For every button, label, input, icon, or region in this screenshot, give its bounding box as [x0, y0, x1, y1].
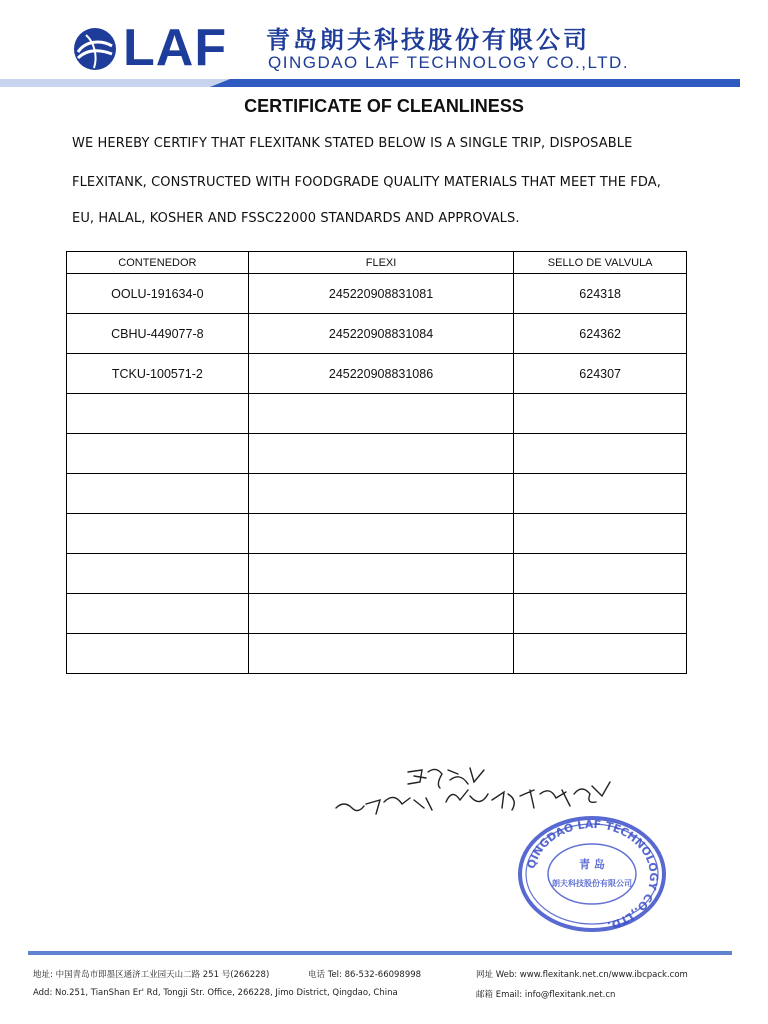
cell-flexi: 245220908831084 — [248, 314, 514, 354]
company-seal-stamp — [514, 812, 670, 934]
table-row — [67, 394, 687, 434]
flexitank-table — [66, 251, 687, 674]
cell-sello: 624307 — [514, 354, 687, 394]
cell-sello — [514, 394, 687, 434]
cell-flexi — [248, 434, 514, 474]
cell-sello — [514, 474, 687, 514]
cell-sello — [514, 434, 687, 474]
globe-logo-icon — [72, 26, 118, 72]
cell-contenedor — [67, 594, 249, 634]
cell-sello: 624318 — [514, 274, 687, 314]
cell-contenedor — [67, 634, 249, 674]
cell-sello — [514, 634, 687, 674]
cell-flexi — [248, 594, 514, 634]
cell-sello: 624362 — [514, 314, 687, 354]
footer-website: 网址 Web: www.flexitank.net.cn/www.ibcpack.com — [476, 970, 688, 980]
cell-sello — [514, 514, 687, 554]
cell-contenedor — [67, 434, 249, 474]
svg-text:青 岛: 青 岛 — [579, 858, 605, 871]
column-header-flexi: FLEXI — [248, 252, 514, 274]
table-row — [67, 634, 687, 674]
table-row — [67, 274, 687, 314]
cell-contenedor — [67, 554, 249, 594]
svg-text:QINGDAO LAF TECHNOLOGY CO.,LTD: QINGDAO LAF TECHNOLOGY CO.,LTD. — [524, 817, 661, 933]
footer-telephone: 电话 Tel: 86-532-66098998 — [308, 970, 422, 980]
document-title: CERTIFICATE OF CLEANLINESS — [244, 96, 524, 116]
cell-contenedor — [67, 514, 249, 554]
footer-address-en: Add: No.251, TianShan Er' Rd, Tongji Str. Office, 266228, Jimo District, Qingdao, China — [33, 988, 398, 998]
cell-flexi: 245220908831081 — [248, 274, 514, 314]
column-header-contenedor: CONTENEDOR — [67, 252, 249, 274]
company-name-en: QINGDAO LAF TECHNOLOGY CO.,LTD. — [268, 53, 630, 72]
logo-wordmark: LAF — [123, 19, 228, 77]
certification-line-3: EU, HALAL, KOSHER AND FSSC22000 STANDARDS AND APPROVALS. — [72, 211, 520, 226]
certification-line-2: FLEXITANK, CONSTRUCTED WITH FOODGRADE QUALITY MATERIALS THAT MEET THE FDA, — [72, 175, 661, 190]
cell-contenedor: TCKU-100571-2 — [67, 354, 249, 394]
table-row — [67, 434, 687, 474]
footer-address-cn: 地址: 中国青岛市即墨区通济工业园天山二路 251 号(266228) — [33, 970, 270, 980]
cell-flexi — [248, 514, 514, 554]
table-header-row — [67, 252, 687, 274]
cell-flexi: 245220908831086 — [248, 354, 514, 394]
table-row — [67, 314, 687, 354]
cell-contenedor: OOLU-191634-0 — [67, 274, 249, 314]
cell-flexi — [248, 634, 514, 674]
cell-contenedor: CBHU-449077-8 — [67, 314, 249, 354]
footer-email: 邮箱 Email: info@flexitank.net.cn — [476, 990, 616, 1000]
cell-flexi — [248, 474, 514, 514]
company-name-cn: 青岛朗夫科技股份有限公司 — [266, 26, 590, 54]
table-row — [67, 514, 687, 554]
cell-sello — [514, 594, 687, 634]
table-row — [67, 594, 687, 634]
cell-flexi — [248, 394, 514, 434]
footer-divider — [28, 951, 732, 955]
cell-contenedor — [67, 474, 249, 514]
cell-flexi — [248, 554, 514, 594]
table-row — [67, 474, 687, 514]
cell-contenedor — [67, 394, 249, 434]
certification-line-1: WE HEREBY CERTIFY THAT FLEXITANK STATED BELOW IS A SINGLE TRIP, DISPOSABLE — [72, 136, 633, 151]
cell-sello — [514, 554, 687, 594]
column-header-sello: SELLO DE VALVULA — [514, 252, 687, 274]
table-row — [67, 354, 687, 394]
letterhead — [0, 0, 768, 90]
header-band — [0, 79, 740, 87]
table-row — [67, 554, 687, 594]
svg-text:朗夫科技股份有限公司: 朗夫科技股份有限公司 — [552, 879, 632, 888]
